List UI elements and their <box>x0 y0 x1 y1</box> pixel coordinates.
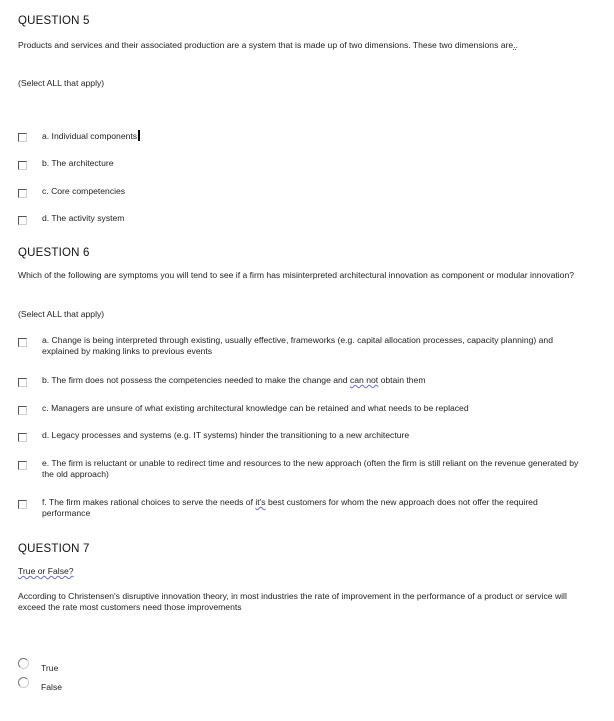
q6-option-b[interactable]: b. The firm does not possess the competencies needed to make the change and can not obtain them <box>18 375 584 387</box>
q6-option-c[interactable]: c. Managers are unsure of what existing architectural knowledge can be retained and what needs to be replaced <box>18 403 584 415</box>
checkbox[interactable] <box>18 433 27 442</box>
text-cursor <box>138 130 140 141</box>
q6-option-e[interactable]: e. The firm is reluctant or unable to redirect time and resources to the new approach (often the firm is still reliant on the revenue generated by the old approach) <box>18 458 584 480</box>
q7-option-false[interactable]: False <box>18 676 584 693</box>
checkbox[interactable] <box>18 161 27 170</box>
checkbox[interactable] <box>18 500 27 509</box>
radio-button[interactable] <box>18 677 29 688</box>
question-7-subtitle: True or False? <box>18 566 74 576</box>
q6-option-a[interactable]: a. Change is being interpreted through existing, usually effective, frameworks (e.g. capital allocation processes, capacity planning) and explained by making links to previous events <box>18 335 584 357</box>
question-5-text: Products and services and their associated production are a system that is made up of two dimensions. These two dimensions are.. <box>18 40 518 50</box>
question-6-title: QUESTION 6 <box>18 247 90 259</box>
checkbox[interactable] <box>18 133 27 142</box>
q5-option-a[interactable]: a. Individual components <box>18 130 584 142</box>
question-6-instruction: (Select ALL that apply) <box>18 309 105 319</box>
checkbox[interactable] <box>18 461 27 470</box>
checkbox[interactable] <box>18 189 27 198</box>
q5-option-d[interactable]: d. The activity system <box>18 213 584 225</box>
checkbox[interactable] <box>18 216 27 225</box>
checkbox[interactable] <box>18 378 27 387</box>
question-6-text: Which of the following are symptoms you will tend to see if a firm has misinterpreted architectural innovation as component or modular innovation? <box>18 270 575 280</box>
question-5-instruction: (Select ALL that apply) <box>18 78 105 88</box>
question-7-text: According to Christensen's disruptive innovation theory, in most industries the rate of improvement in the performance of a product or service will exceed the rate most customers need those improvements <box>18 591 567 612</box>
question-5-title: QUESTION 5 <box>18 15 90 27</box>
checkbox[interactable] <box>18 338 27 347</box>
q6-option-f[interactable]: f. The firm makes rational choices to serve the needs of it's best customers for whom the new approach does not offer the required performance <box>18 497 584 519</box>
question-7-title: QUESTION 7 <box>18 543 90 555</box>
radio-button[interactable] <box>18 658 29 669</box>
q7-option-true[interactable]: True <box>18 657 584 674</box>
q5-option-c[interactable]: c. Core competencies <box>18 186 584 198</box>
q6-option-d[interactable]: d. Legacy processes and systems (e.g. IT systems) hinder the transitioning to a new architecture <box>18 430 584 442</box>
q5-option-b[interactable]: b. The architecture <box>18 158 584 170</box>
checkbox[interactable] <box>18 406 27 415</box>
